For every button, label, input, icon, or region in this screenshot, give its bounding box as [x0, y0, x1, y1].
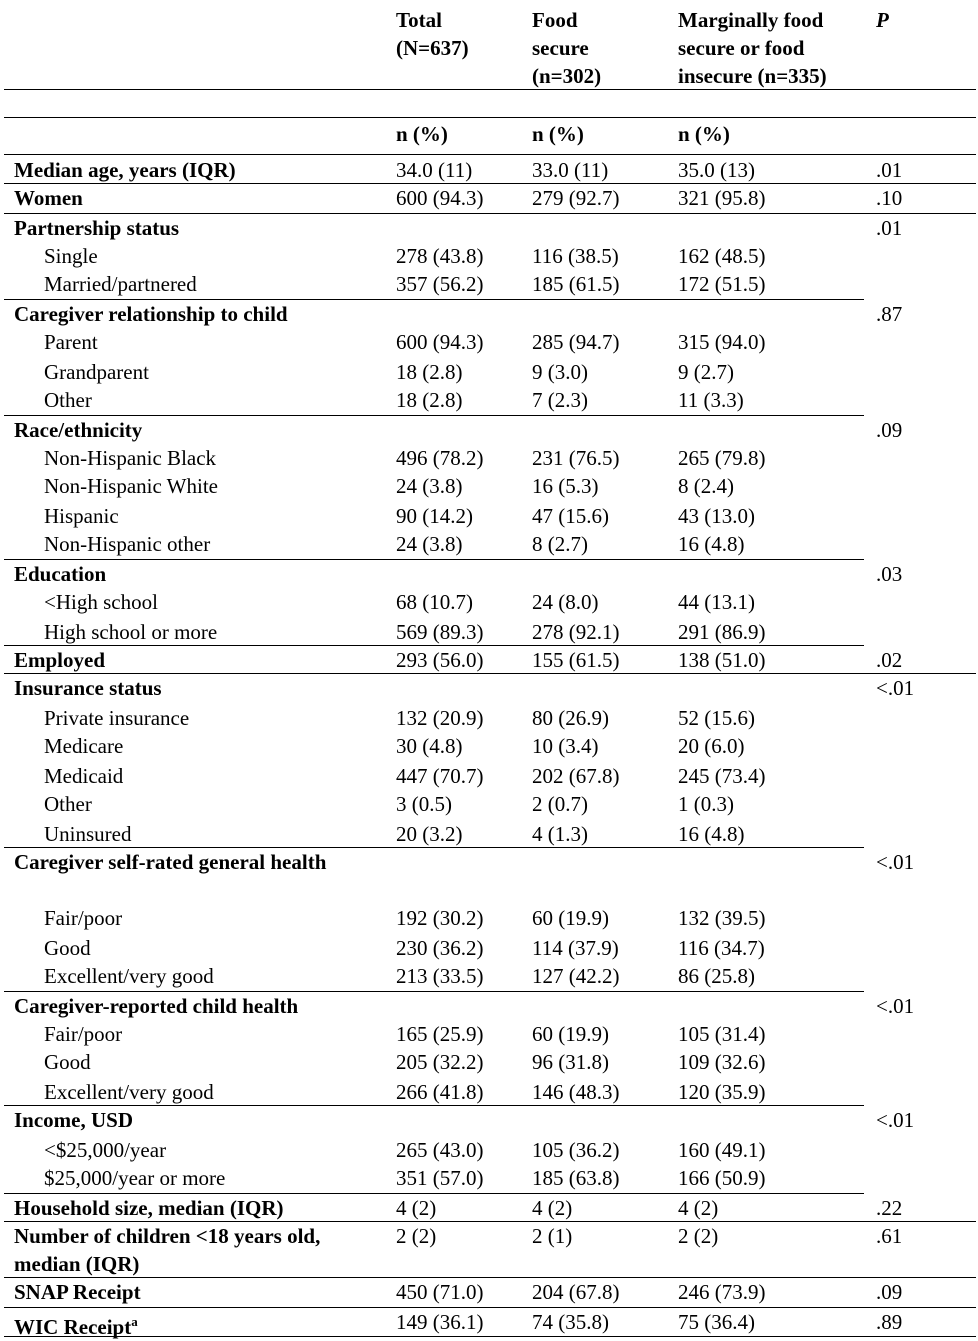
row-label: <High school: [44, 590, 158, 614]
row-label: Insurance status: [14, 676, 162, 700]
row-label: <$25,000/year: [44, 1138, 167, 1162]
cell-food-secure: 285 (94.7): [532, 330, 620, 354]
header-p: P: [876, 8, 889, 32]
row-label: Hispanic: [44, 504, 119, 528]
table-rule: [4, 89, 976, 90]
cell-insecure: 35.0 (13): [678, 158, 755, 182]
cell-insecure: 172 (51.5): [678, 272, 766, 296]
cell-total: 165 (25.9): [396, 1022, 484, 1046]
cell-insecure: 105 (31.4): [678, 1022, 766, 1046]
row-label: Non-Hispanic other: [44, 532, 211, 556]
table-rule: [4, 1336, 976, 1337]
cell-insecure: 1 (0.3): [678, 792, 734, 816]
cell-insecure: 166 (50.9): [678, 1166, 766, 1190]
row-label: Excellent/very good: [44, 1080, 214, 1104]
cell-total: 600 (94.3): [396, 330, 484, 354]
cell-p-value: <.01: [876, 994, 915, 1018]
cell-total: 447 (70.7): [396, 764, 484, 788]
cell-p-value: <.01: [876, 850, 915, 874]
row-label: Excellent/very good: [44, 964, 214, 988]
cell-p-value: .01: [876, 158, 903, 182]
header-insecure: Marginally food secure or food insecure (n=335): [678, 8, 827, 88]
row-divider: [4, 673, 976, 674]
cell-total: 569 (89.3): [396, 620, 484, 644]
cell-p-value: .01: [876, 216, 903, 240]
cell-total: 266 (41.8): [396, 1080, 484, 1104]
row-label: Parent: [44, 330, 98, 354]
row-label: Non-Hispanic White: [44, 474, 218, 498]
row-label: Medicare: [44, 734, 124, 758]
cell-food-secure: 146 (48.3): [532, 1080, 620, 1104]
row-label: Employed: [14, 648, 106, 672]
cell-p-value: .02: [876, 648, 903, 672]
row-divider: [4, 183, 976, 184]
cell-p-value: .10: [876, 186, 903, 210]
cell-p-value: .09: [876, 418, 903, 442]
header-food-secure: Food secure (n=302): [532, 8, 602, 88]
row-label: Number of children <18 years old, median (IQR): [14, 1224, 321, 1276]
row-label: Good: [44, 1050, 91, 1074]
cell-food-secure: 96 (31.8): [532, 1050, 609, 1074]
cell-total: 4 (2): [396, 1196, 437, 1220]
row-divider: [4, 1307, 976, 1308]
cell-food-secure: 127 (42.2): [532, 964, 620, 988]
cell-food-secure: 4 (2): [532, 1196, 573, 1220]
cell-insecure: 246 (73.9): [678, 1280, 766, 1304]
cell-insecure: 109 (32.6): [678, 1050, 766, 1074]
row-divider: [4, 1105, 864, 1106]
row-divider: [4, 559, 864, 560]
cell-food-secure: 7 (2.3): [532, 388, 588, 412]
cell-total: 450 (71.0): [396, 1280, 484, 1304]
header-total: Total (N=637): [396, 8, 469, 60]
cell-insecure: 116 (34.7): [678, 936, 765, 960]
cell-food-secure: 202 (67.8): [532, 764, 620, 788]
row-label: Other: [44, 792, 92, 816]
cell-insecure: 291 (86.9): [678, 620, 766, 644]
row-label: SNAP Receipt: [14, 1280, 141, 1304]
cell-food-secure: 204 (67.8): [532, 1280, 620, 1304]
cell-insecure: 9 (2.7): [678, 360, 734, 384]
cell-p-value: .61: [876, 1224, 903, 1248]
row-label: Fair/poor: [44, 1022, 123, 1046]
cell-food-secure: 33.0 (11): [532, 158, 609, 182]
row-label: Caregiver relationship to child: [14, 302, 288, 326]
row-label: Grandparent: [44, 360, 149, 384]
row-divider: [4, 645, 864, 646]
cell-food-secure: 105 (36.2): [532, 1138, 620, 1162]
cell-insecure: 52 (15.6): [678, 706, 755, 730]
row-label: Median age, years (IQR): [14, 158, 236, 182]
cell-total: 68 (10.7): [396, 590, 473, 614]
cell-p-value: .09: [876, 1280, 903, 1304]
cell-total: 18 (2.8): [396, 360, 463, 384]
footnote-marker: a: [131, 1314, 138, 1329]
cell-food-secure: 155 (61.5): [532, 648, 620, 672]
row-divider: [4, 1221, 976, 1222]
row-label: Partnership status: [14, 216, 180, 240]
cell-insecure: 11 (3.3): [678, 388, 744, 412]
cell-insecure: 315 (94.0): [678, 330, 766, 354]
cell-food-secure: 60 (19.9): [532, 906, 609, 930]
row-label: Other: [44, 388, 92, 412]
cell-food-secure: 185 (61.5): [532, 272, 620, 296]
row-label: Education: [14, 562, 107, 586]
row-divider: [4, 991, 864, 992]
row-label: Single: [44, 244, 98, 268]
row-divider: [4, 415, 864, 416]
cell-insecure: 16 (4.8): [678, 532, 745, 556]
table-rule: [4, 154, 976, 155]
cell-insecure: 138 (51.0): [678, 648, 766, 672]
cell-food-secure: 10 (3.4): [532, 734, 599, 758]
row-divider: [4, 213, 976, 214]
cell-food-secure: 279 (92.7): [532, 186, 620, 210]
cell-total: 496 (78.2): [396, 446, 484, 470]
cell-total: 600 (94.3): [396, 186, 484, 210]
cell-food-secure: 114 (37.9): [532, 936, 619, 960]
cell-total: 149 (36.1): [396, 1310, 484, 1334]
cell-total: 30 (4.8): [396, 734, 463, 758]
cell-total: 230 (36.2): [396, 936, 484, 960]
cell-total: 205 (32.2): [396, 1050, 484, 1074]
cell-insecure: 162 (48.5): [678, 244, 766, 268]
cell-insecure: 4 (2): [678, 1196, 719, 1220]
cell-total: 132 (20.9): [396, 706, 484, 730]
cell-total: 34.0 (11): [396, 158, 473, 182]
cell-food-secure: 60 (19.9): [532, 1022, 609, 1046]
cell-insecure: 265 (79.8): [678, 446, 766, 470]
row-label: Medicaid: [44, 764, 124, 788]
cell-p-value: .87: [876, 302, 903, 326]
cell-total: 293 (56.0): [396, 648, 484, 672]
cell-total: 351 (57.0): [396, 1166, 484, 1190]
row-divider: [4, 299, 864, 300]
row-label: Good: [44, 936, 91, 960]
row-divider: [4, 1277, 976, 1278]
cell-food-secure: 116 (38.5): [532, 244, 619, 268]
cell-insecure: 86 (25.8): [678, 964, 755, 988]
cell-total: 357 (56.2): [396, 272, 484, 296]
row-label: Caregiver-reported child health: [14, 994, 299, 1018]
row-label: Uninsured: [44, 822, 132, 846]
cell-total: 2 (2): [396, 1224, 437, 1248]
cell-insecure: 321 (95.8): [678, 186, 766, 210]
cell-food-secure: 231 (76.5): [532, 446, 620, 470]
row-label: Married/partnered: [44, 272, 197, 296]
cell-total: 192 (30.2): [396, 906, 484, 930]
row-label: $25,000/year or more: [44, 1166, 226, 1190]
cell-food-secure: 2 (1): [532, 1224, 573, 1248]
row-label: Non-Hispanic Black: [44, 446, 217, 470]
table-rule: [4, 117, 976, 118]
cell-insecure: 2 (2): [678, 1224, 719, 1248]
cell-p-value: .22: [876, 1196, 903, 1220]
cell-food-secure: 80 (26.9): [532, 706, 609, 730]
cell-food-secure: 2 (0.7): [532, 792, 588, 816]
cell-insecure: 16 (4.8): [678, 822, 745, 846]
cell-total: 20 (3.2): [396, 822, 463, 846]
row-label: Fair/poor: [44, 906, 123, 930]
cell-p-value: .89: [876, 1310, 903, 1334]
cell-p-value: <.01: [876, 1108, 915, 1132]
row-label: Household size, median (IQR): [14, 1196, 284, 1220]
cell-food-secure: 4 (1.3): [532, 822, 588, 846]
row-divider: [4, 847, 864, 848]
cell-food-secure: 9 (3.0): [532, 360, 588, 384]
units-food-secure: n (%): [532, 122, 584, 146]
cell-insecure: 20 (6.0): [678, 734, 745, 758]
cell-insecure: 8 (2.4): [678, 474, 734, 498]
cell-total: 3 (0.5): [396, 792, 452, 816]
cell-insecure: 43 (13.0): [678, 504, 755, 528]
cell-food-secure: 278 (92.1): [532, 620, 620, 644]
cell-food-secure: 185 (63.8): [532, 1166, 620, 1190]
units-insecure: n (%): [678, 122, 730, 146]
cell-food-secure: 8 (2.7): [532, 532, 588, 556]
cell-food-secure: 74 (35.8): [532, 1310, 609, 1334]
cell-total: 278 (43.8): [396, 244, 484, 268]
row-label: Caregiver self-rated general health: [14, 850, 327, 874]
cell-total: 90 (14.2): [396, 504, 473, 528]
cell-total: 24 (3.8): [396, 474, 463, 498]
cell-insecure: 160 (49.1): [678, 1138, 766, 1162]
row-label: Income, USD: [14, 1108, 133, 1132]
row-label: Women: [14, 186, 83, 210]
cell-food-secure: 16 (5.3): [532, 474, 599, 498]
cell-p-value: .03: [876, 562, 903, 586]
cell-insecure: 120 (35.9): [678, 1080, 766, 1104]
row-label: High school or more: [44, 620, 218, 644]
units-total: n (%): [396, 122, 448, 146]
row-label: Private insurance: [44, 706, 190, 730]
row-label: WIC Receipt$^a$: [14, 1314, 138, 1339]
cell-total: 213 (33.5): [396, 964, 484, 988]
cell-insecure: 132 (39.5): [678, 906, 766, 930]
cell-food-secure: 24 (8.0): [532, 590, 599, 614]
cell-total: 18 (2.8): [396, 388, 463, 412]
cell-total: 265 (43.0): [396, 1138, 484, 1162]
cell-insecure: 245 (73.4): [678, 764, 766, 788]
cell-food-secure: 47 (15.6): [532, 504, 609, 528]
cell-insecure: 44 (13.1): [678, 590, 755, 614]
cell-insecure: 75 (36.4): [678, 1310, 755, 1334]
cell-total: 24 (3.8): [396, 532, 463, 556]
cell-p-value: <.01: [876, 676, 915, 700]
row-divider: [4, 1193, 864, 1194]
row-label: Race/ethnicity: [14, 418, 143, 442]
